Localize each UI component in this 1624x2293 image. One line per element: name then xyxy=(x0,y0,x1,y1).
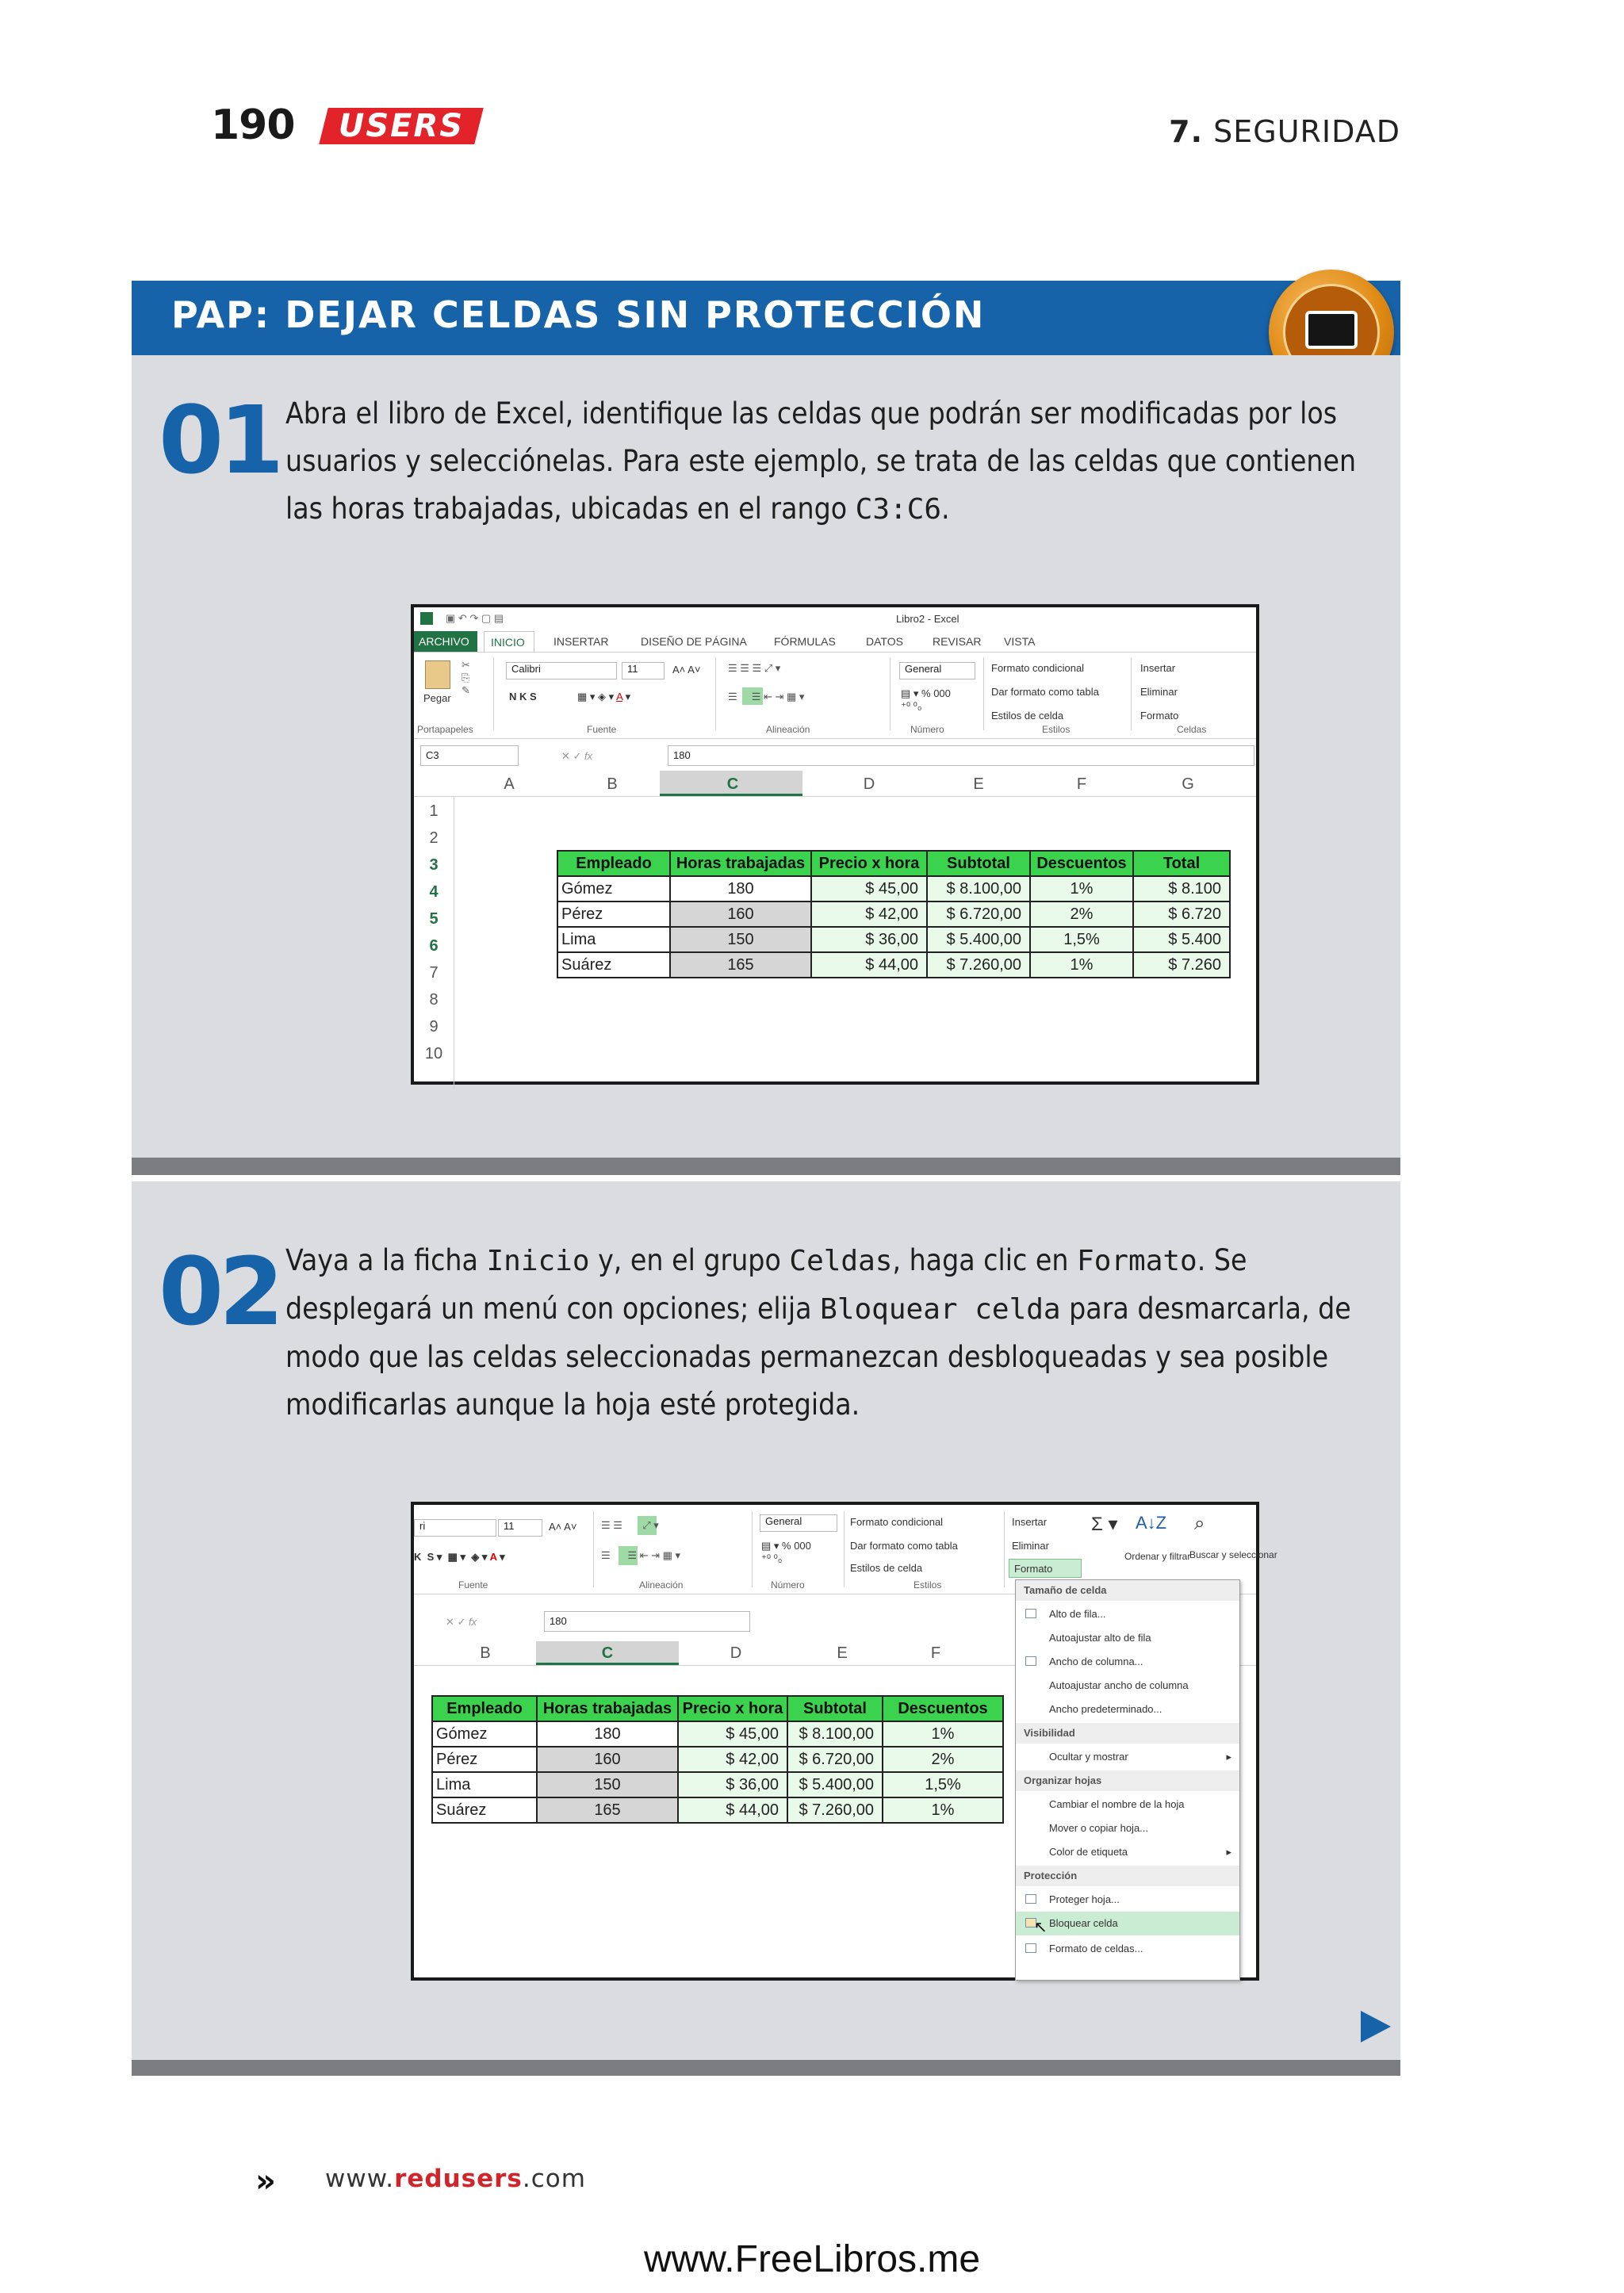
step-1-text: Abra el libro de Excel, identifique las celdas que podrán ser modificadas por los usuarios y selecciónelas. Para este ejemplo, se trata de las celdas que contienen las horas trabajadas, ubicadas en el rango C3:C6. xyxy=(285,396,1357,526)
cell[interactable]: 2% xyxy=(883,1747,1003,1772)
monitor-icon xyxy=(1305,311,1358,349)
chapter-heading xyxy=(1169,114,1400,149)
conditional-format[interactable]: Formato condicional xyxy=(991,662,1085,674)
th-horas-2: Horas trabajadas xyxy=(537,1696,678,1721)
cell[interactable]: 1% xyxy=(883,1797,1003,1823)
alignment-icons-a[interactable]: ☰ ☰ ⤢ ▾ xyxy=(601,1519,659,1531)
menu-item-autofit-row[interactable]: Autoajustar alto de fila xyxy=(1049,1632,1151,1644)
cell[interactable]: $ 5.400 xyxy=(1133,927,1230,952)
excel-logo-icon xyxy=(420,612,433,625)
cell[interactable]: $ 7.260 xyxy=(1133,952,1230,978)
th-subtotal: Subtotal xyxy=(927,851,1030,876)
format-cells[interactable]: Formato xyxy=(1140,710,1179,722)
menu-section-visibility: Visibilidad xyxy=(1016,1723,1239,1744)
number-format-select[interactable]: General xyxy=(899,662,975,679)
tab-insertar[interactable]: INSERTAR xyxy=(553,635,609,648)
font-size-select[interactable]: 11 xyxy=(622,662,665,679)
menu-item-format-cells[interactable]: Formato de celdas... xyxy=(1016,1937,1239,1961)
col-header-c-2[interactable]: C xyxy=(601,1644,614,1662)
clipboard-icons[interactable]: ✂ ⎘ ✎ xyxy=(462,659,470,696)
group-numero-2: Número xyxy=(771,1579,805,1591)
row-header-9[interactable]: 9 xyxy=(429,1018,439,1035)
th-descuentos-2: Descuentos xyxy=(883,1696,1003,1721)
row-header-7[interactable]: 7 xyxy=(429,964,439,982)
col-header-d[interactable]: D xyxy=(863,775,875,793)
cell[interactable]: 2% xyxy=(1030,902,1133,927)
border-fill-color-icons[interactable]: ▦ ▾ ◈ ▾ A ▾ xyxy=(577,691,631,702)
th-empleado: Empleado xyxy=(557,851,670,876)
table-row xyxy=(432,1797,1003,1823)
data-table-1 xyxy=(557,850,1231,978)
step-2-number: 02 xyxy=(159,1237,280,1346)
cell[interactable]: $ 42,00 xyxy=(678,1747,787,1772)
cell[interactable]: Suárez xyxy=(557,952,670,978)
cell[interactable]: 1% xyxy=(883,1721,1003,1747)
menu-section-protection: Protección xyxy=(1016,1866,1239,1886)
cell-styles-2[interactable]: Estilos de celda xyxy=(850,1562,923,1574)
cell[interactable]: $ 44,00 xyxy=(811,952,927,978)
alignment-icons-2[interactable]: ☰ ☰ ⇤ ⇥ ▦ ▾ xyxy=(728,691,805,702)
th-precio: Precio x hora xyxy=(811,851,927,876)
cell[interactable]: $ 6.720,00 xyxy=(927,902,1030,927)
table-row xyxy=(557,902,1230,927)
double-chevron-icon: » xyxy=(255,2163,276,2199)
conditional-format-2[interactable]: Formato condicional xyxy=(850,1516,944,1528)
cell[interactable]: $ 44,00 xyxy=(678,1797,787,1823)
page-number: 190 xyxy=(211,101,295,149)
binoculars-icon[interactable]: ⌕ xyxy=(1194,1513,1205,1534)
panel-divider xyxy=(132,1158,1400,1175)
sort-filter-label[interactable]: Ordenar y filtrar xyxy=(1124,1551,1191,1562)
tab-revisar[interactable]: REVISAR xyxy=(933,635,982,648)
cell[interactable]: Lima xyxy=(432,1772,537,1797)
alignment-icons[interactable]: ☰ ☰ ☰ ⤢ ▾ xyxy=(728,662,781,674)
next-page-arrow-icon[interactable] xyxy=(1361,2011,1391,2042)
table-row xyxy=(557,876,1230,902)
group-fuente-2: Fuente xyxy=(458,1579,488,1591)
cell[interactable]: $ 36,00 xyxy=(811,927,927,952)
protect-sheet-icon xyxy=(1025,1894,1036,1904)
cell-selected[interactable]: 165 xyxy=(537,1797,678,1823)
number-format-icons-2[interactable]: ▤ ▾ % 000 ⁺⁰ ⁰₀ xyxy=(761,1540,811,1564)
col-header-b-2[interactable]: B xyxy=(480,1644,491,1662)
th-empleado-2: Empleado xyxy=(432,1696,537,1721)
menu-item-autofit-col[interactable]: Autoajustar ancho de columna xyxy=(1049,1679,1189,1691)
tab-archivo[interactable]: ARCHIVO xyxy=(414,631,477,652)
cell-selected[interactable]: 180 xyxy=(537,1721,678,1747)
bold-italic-underline[interactable]: N K S xyxy=(509,691,537,702)
table-row xyxy=(557,952,1230,978)
ribbon xyxy=(414,652,1256,739)
cell[interactable]: Gómez xyxy=(557,876,670,902)
cell[interactable]: Suárez xyxy=(432,1797,537,1823)
row-header-5[interactable]: 5 xyxy=(429,910,439,928)
excel-screenshot-2 xyxy=(411,1502,1277,1981)
th-subtotal-2: Subtotal xyxy=(787,1696,883,1721)
quick-access-icons: ▣ ↶ ↷ ▢ ▤ xyxy=(446,612,504,624)
number-format-select-2[interactable]: General xyxy=(760,1514,837,1532)
col-width-icon xyxy=(1025,1656,1036,1666)
table-row xyxy=(432,1772,1003,1797)
excel-titlebar xyxy=(414,607,1256,630)
format-cells-button[interactable]: Formato xyxy=(1009,1559,1082,1578)
cell[interactable]: $ 8.100 xyxy=(1133,876,1230,902)
paste-icon[interactable] xyxy=(425,660,450,689)
group-alineacion-2: Alineación xyxy=(639,1579,684,1591)
col-header-e[interactable]: E xyxy=(973,775,984,793)
tab-diseno[interactable]: DISEÑO DE PÁGINA xyxy=(641,635,747,648)
format-as-table-2[interactable]: Dar formato como tabla xyxy=(850,1540,958,1552)
group-estilos: Estilos xyxy=(1042,724,1071,735)
col-header-e-2[interactable]: E xyxy=(837,1644,848,1662)
col-header-c[interactable]: C xyxy=(726,775,739,793)
font-name-select-2[interactable]: ri xyxy=(414,1519,496,1537)
cell[interactable]: $ 45,00 xyxy=(678,1721,787,1747)
sort-icon[interactable]: A↓Z xyxy=(1136,1513,1167,1533)
cell-selected[interactable]: 160 xyxy=(537,1747,678,1772)
row-header-4[interactable]: 4 xyxy=(429,883,439,901)
formula-input[interactable]: 180 xyxy=(668,745,1254,766)
tab-vista[interactable]: VISTA xyxy=(1004,635,1036,648)
group-celdas: Celdas xyxy=(1177,724,1207,735)
paste-label[interactable]: Pegar xyxy=(423,692,451,704)
menu-item-default-width[interactable]: Ancho predeterminado... xyxy=(1049,1703,1162,1715)
font-grow-icons-2[interactable]: A˄ A˅ xyxy=(549,1521,577,1533)
cell[interactable]: Pérez xyxy=(557,902,670,927)
table-header-row xyxy=(557,851,1230,876)
cell[interactable]: $ 45,00 xyxy=(811,876,927,902)
find-select-label[interactable]: Buscar y seleccionar xyxy=(1189,1549,1277,1560)
watermark-url[interactable]: www.FreeLibros.me xyxy=(643,2238,981,2280)
chapter-number: 7. xyxy=(1169,114,1204,149)
font-grow-icons[interactable]: A˄ A˅ xyxy=(672,664,701,676)
insert-cells[interactable]: Insertar xyxy=(1140,662,1176,674)
cell[interactable]: $ 36,00 xyxy=(678,1772,787,1797)
th-descuentos: Descuentos xyxy=(1030,851,1133,876)
sum-icon[interactable]: Σ ▾ xyxy=(1091,1514,1118,1535)
menu-item-move-copy[interactable]: Mover o copiar hoja... xyxy=(1049,1822,1149,1834)
group-fuente: Fuente xyxy=(587,724,617,735)
row-header-8[interactable]: 8 xyxy=(429,991,439,1009)
cell[interactable]: 1% xyxy=(1030,952,1133,978)
cell[interactable]: $ 7.260,00 xyxy=(787,1797,883,1823)
row-header-1[interactable]: 1 xyxy=(429,802,439,820)
formula-input-2[interactable]: 180 xyxy=(544,1611,750,1632)
tab-formulas[interactable]: FÓRMULAS xyxy=(774,635,836,648)
menu-section-cell-size: Tamaño de celda xyxy=(1016,1580,1239,1601)
cell[interactable]: $ 6.720,00 xyxy=(787,1747,883,1772)
cell-selected[interactable]: 150 xyxy=(537,1772,678,1797)
th-horas: Horas trabajadas xyxy=(670,851,811,876)
format-icons-2[interactable]: K S ▾ ▦ ▾ ◈ ▾ A ▾ xyxy=(414,1551,505,1563)
cell[interactable]: Pérez xyxy=(432,1747,537,1772)
mouse-cursor-icon: ↖ xyxy=(1034,1919,1048,1936)
window-title: Libro2 - Excel xyxy=(896,613,959,625)
cell[interactable]: $ 42,00 xyxy=(811,902,927,927)
menu-item-row-height[interactable]: Alto de fila... xyxy=(1016,1602,1239,1626)
table-row xyxy=(432,1747,1003,1772)
cell[interactable]: 1,5% xyxy=(1030,927,1133,952)
tab-datos[interactable]: DATOS xyxy=(866,635,903,648)
cell[interactable]: $ 8.100,00 xyxy=(787,1721,883,1747)
step-1-number: 01 xyxy=(159,385,280,495)
col-header-a[interactable]: A xyxy=(504,775,515,793)
table-row xyxy=(432,1721,1003,1747)
group-estilos-2: Estilos xyxy=(914,1579,942,1591)
col-header-f-2[interactable]: F xyxy=(930,1644,941,1662)
delete-cells-2[interactable]: Eliminar xyxy=(1012,1540,1049,1552)
col-header-b[interactable]: B xyxy=(607,775,618,793)
row-header-2[interactable]: 2 xyxy=(429,829,439,847)
row-header-10[interactable]: 10 xyxy=(424,1045,443,1062)
table-header-row xyxy=(432,1696,1003,1721)
th-precio-2: Precio x hora xyxy=(678,1696,787,1721)
cell[interactable]: $ 5.400,00 xyxy=(787,1772,883,1797)
formula-buttons-2[interactable]: ✕ ✓ fx xyxy=(446,1616,477,1628)
cell[interactable]: 1,5% xyxy=(883,1772,1003,1797)
delete-cells[interactable]: Eliminar xyxy=(1140,686,1178,698)
format-as-table[interactable]: Dar formato como tabla xyxy=(991,686,1099,698)
insert-cells-2[interactable]: Insertar xyxy=(1012,1516,1048,1528)
tab-inicio[interactable]: INICIO xyxy=(484,631,534,652)
menu-item-tab-color[interactable]: Color de etiqueta ▸ xyxy=(1016,1840,1239,1864)
excel-screenshot-1 xyxy=(411,604,1259,1085)
cell[interactable]: $ 6.720 xyxy=(1133,902,1230,927)
cell-selected[interactable]: 180 xyxy=(670,876,811,902)
cell[interactable]: $ 7.260,00 xyxy=(927,952,1030,978)
row-header-3b[interactable]: 3 xyxy=(429,856,439,874)
cell[interactable]: Gómez xyxy=(432,1721,537,1747)
cell-selected[interactable]: 150 xyxy=(670,927,811,952)
number-format-icons[interactable]: ▤ ▾ % 000 ⁺⁰ ⁰₀ xyxy=(901,687,951,712)
chapter-title: SEGURIDAD xyxy=(1213,114,1400,149)
col-header-f[interactable]: F xyxy=(1076,775,1087,793)
section-title: PAP: DEJAR CELDAS SIN PROTECCIÓN xyxy=(171,293,986,336)
col-header-d-2[interactable]: D xyxy=(730,1644,742,1662)
cell[interactable]: $ 5.400,00 xyxy=(927,927,1030,952)
step-2-text: Vaya a la ficha Inicio y, en el grupo Celdas, haga clic en Formato. Se desplegará un menú con opciones; elija Bloquear celda para desmarcarla, de modo que las celdas seleccionadas permanezcan desbloqueadas y sea posible modificarlas aunque la hoja esté protegida. xyxy=(285,1243,1351,1422)
submenu-arrow-icon: ▸ xyxy=(1226,1751,1231,1763)
ribbon-tabs xyxy=(414,631,1256,652)
menu-item-rename-sheet[interactable]: Cambiar el nombre de la hoja xyxy=(1049,1798,1185,1810)
cell-selected[interactable]: 165 xyxy=(670,952,811,978)
row-header-6[interactable]: 6 xyxy=(429,937,439,955)
alignment-icons-b[interactable]: ☰ ☰ ⇤ ⇥ ▦ ▾ xyxy=(601,1549,681,1561)
data-table-2 xyxy=(431,1695,1004,1824)
cell[interactable]: Lima xyxy=(557,927,670,952)
users-logo: USERS xyxy=(319,108,483,144)
panel-divider xyxy=(132,2060,1400,2076)
format-dropdown-menu xyxy=(1015,1579,1240,1981)
cell[interactable]: 1% xyxy=(1030,876,1133,902)
group-numero: Número xyxy=(910,724,944,735)
menu-item-col-width[interactable]: Ancho de columna... xyxy=(1016,1650,1239,1674)
col-header-g[interactable]: G xyxy=(1182,775,1194,793)
table-row xyxy=(557,927,1230,952)
cell[interactable]: $ 8.100,00 xyxy=(927,876,1030,902)
font-size-select-2[interactable]: 11 xyxy=(498,1519,542,1537)
row-height-icon xyxy=(1025,1609,1036,1618)
footer-url[interactable]: www.redusers.com xyxy=(325,2165,586,2193)
menu-section-organize: Organizar hojas xyxy=(1016,1770,1239,1791)
cell-styles[interactable]: Estilos de celda xyxy=(991,710,1064,722)
th-total: Total xyxy=(1133,851,1230,876)
format-cells-icon xyxy=(1025,1943,1036,1953)
formula-buttons[interactable]: ✕ ✓ fx xyxy=(561,750,593,762)
font-name-select[interactable]: Calibri xyxy=(506,662,617,679)
submenu-arrow-icon: ▸ xyxy=(1226,1846,1231,1858)
group-portapapeles: Portapapeles xyxy=(417,724,473,735)
name-box[interactable]: C3 xyxy=(420,745,519,766)
group-alineacion: Alineación xyxy=(766,724,810,735)
menu-item-hide-show[interactable]: Ocultar y mostrar ▸ xyxy=(1016,1745,1239,1769)
cell-selected[interactable]: 160 xyxy=(670,902,811,927)
menu-item-protect-sheet[interactable]: Proteger hoja... xyxy=(1016,1888,1239,1912)
menu-item-lock-cell[interactable]: Bloquear celda xyxy=(1016,1912,1239,1935)
